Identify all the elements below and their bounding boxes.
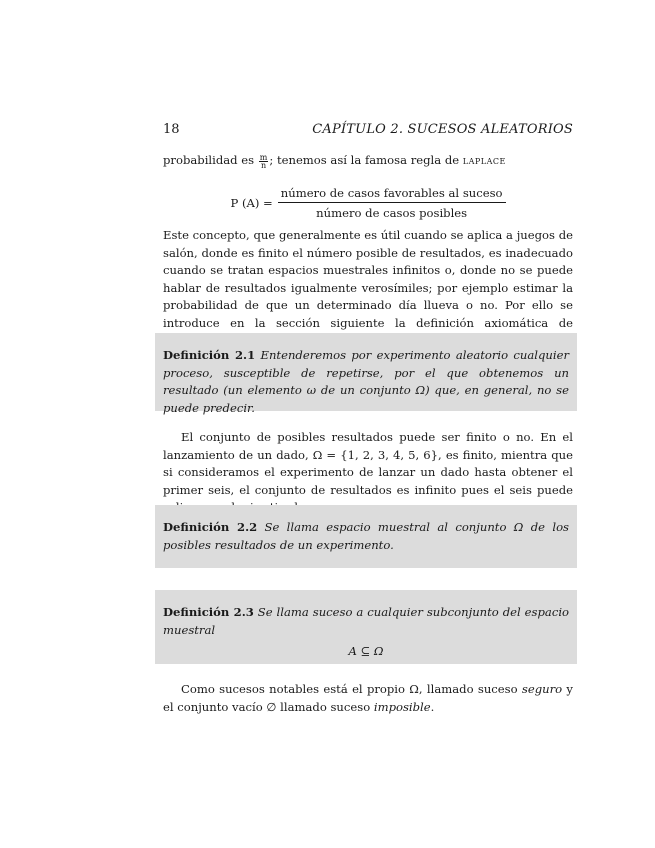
- definition-text: Entenderemos por experimento aleatorio cualquier proceso, susceptible de repetirse, por el que obtenemos un resultado (un elemento ω de un conjunto Ω) que, en general, no se puede predecir.: [163, 348, 569, 415]
- chapter-title: CAPÍTULO 2. SUCESOS ALEATORIOS: [312, 122, 573, 137]
- intro-pre: probabilidad es: [163, 153, 258, 167]
- definition-label: Definición 2.1: [163, 348, 256, 362]
- definition-text: Se llama suceso a cualquier subconjunto del espacio muestral: [163, 605, 570, 637]
- notable-part3: .: [430, 699, 435, 714]
- formula-fraction: [278, 186, 506, 220]
- definition-box-2-2: [155, 505, 577, 568]
- definition-box-2-1: [155, 333, 577, 415]
- formula-denominator: número de casos posibles: [316, 206, 468, 220]
- subset-formula: A ⊆ Ω: [348, 644, 384, 658]
- notable-part1: Como sucesos notables está el propio Ω, llamado suceso: [181, 682, 522, 696]
- formula-lhs: P (A) =: [230, 196, 273, 210]
- laplace-formula: [163, 186, 573, 220]
- term-imposible: imposible: [373, 699, 431, 714]
- definition-label: Definición 2.3: [163, 605, 254, 619]
- intro-line: [163, 152, 573, 170]
- intro-post: ; tenemos así la famosa regla de: [269, 153, 463, 167]
- fraction-denominator: n: [260, 160, 267, 170]
- fraction-numerator: m: [259, 152, 268, 162]
- laplace-name: laplace: [462, 153, 506, 167]
- term-seguro: seguro: [521, 682, 563, 696]
- definition-box-2-3: [155, 590, 577, 664]
- paragraph-concept: Este concepto, que generalmente es útil cuando se aplica a juegos de salón, donde es finito el número posible de resultados, es inadecuado cuando se tratan espacios muestrales infinitos o, donde no se puede hablar de resultados igualmente verosímiles; por ejemplo estimar la probabilidad de que un determinado día llueva o no. Por ello se introduce en la sección siguiente la definición axiomática de: [163, 228, 573, 330]
- inline-fraction: [259, 154, 269, 169]
- page-number: 18: [163, 122, 180, 137]
- formula-numerator: número de casos favorables al suceso: [278, 186, 506, 203]
- definition-text: Se llama espacio muestral al conjunto Ω de los posibles resultados de un experimento.: [163, 520, 569, 552]
- paragraph-dice: El conjunto de posibles resultados puede ser finito o no. En el lanzamiento de un dado, Ω = {1, 2, 3, 4, 5, 6}, es finito, mientra que si consideramos el experimento de lanzar un dado hasta obtener el primer seis, el conjunto de resultados es infinito pues el seis puede: [163, 430, 573, 497]
- notable-part2: y el conjunto vacío ∅ llamado suceso: [163, 682, 573, 714]
- definition-label: Definición 2.2: [163, 520, 258, 534]
- paragraph-notable-events: [163, 681, 573, 716]
